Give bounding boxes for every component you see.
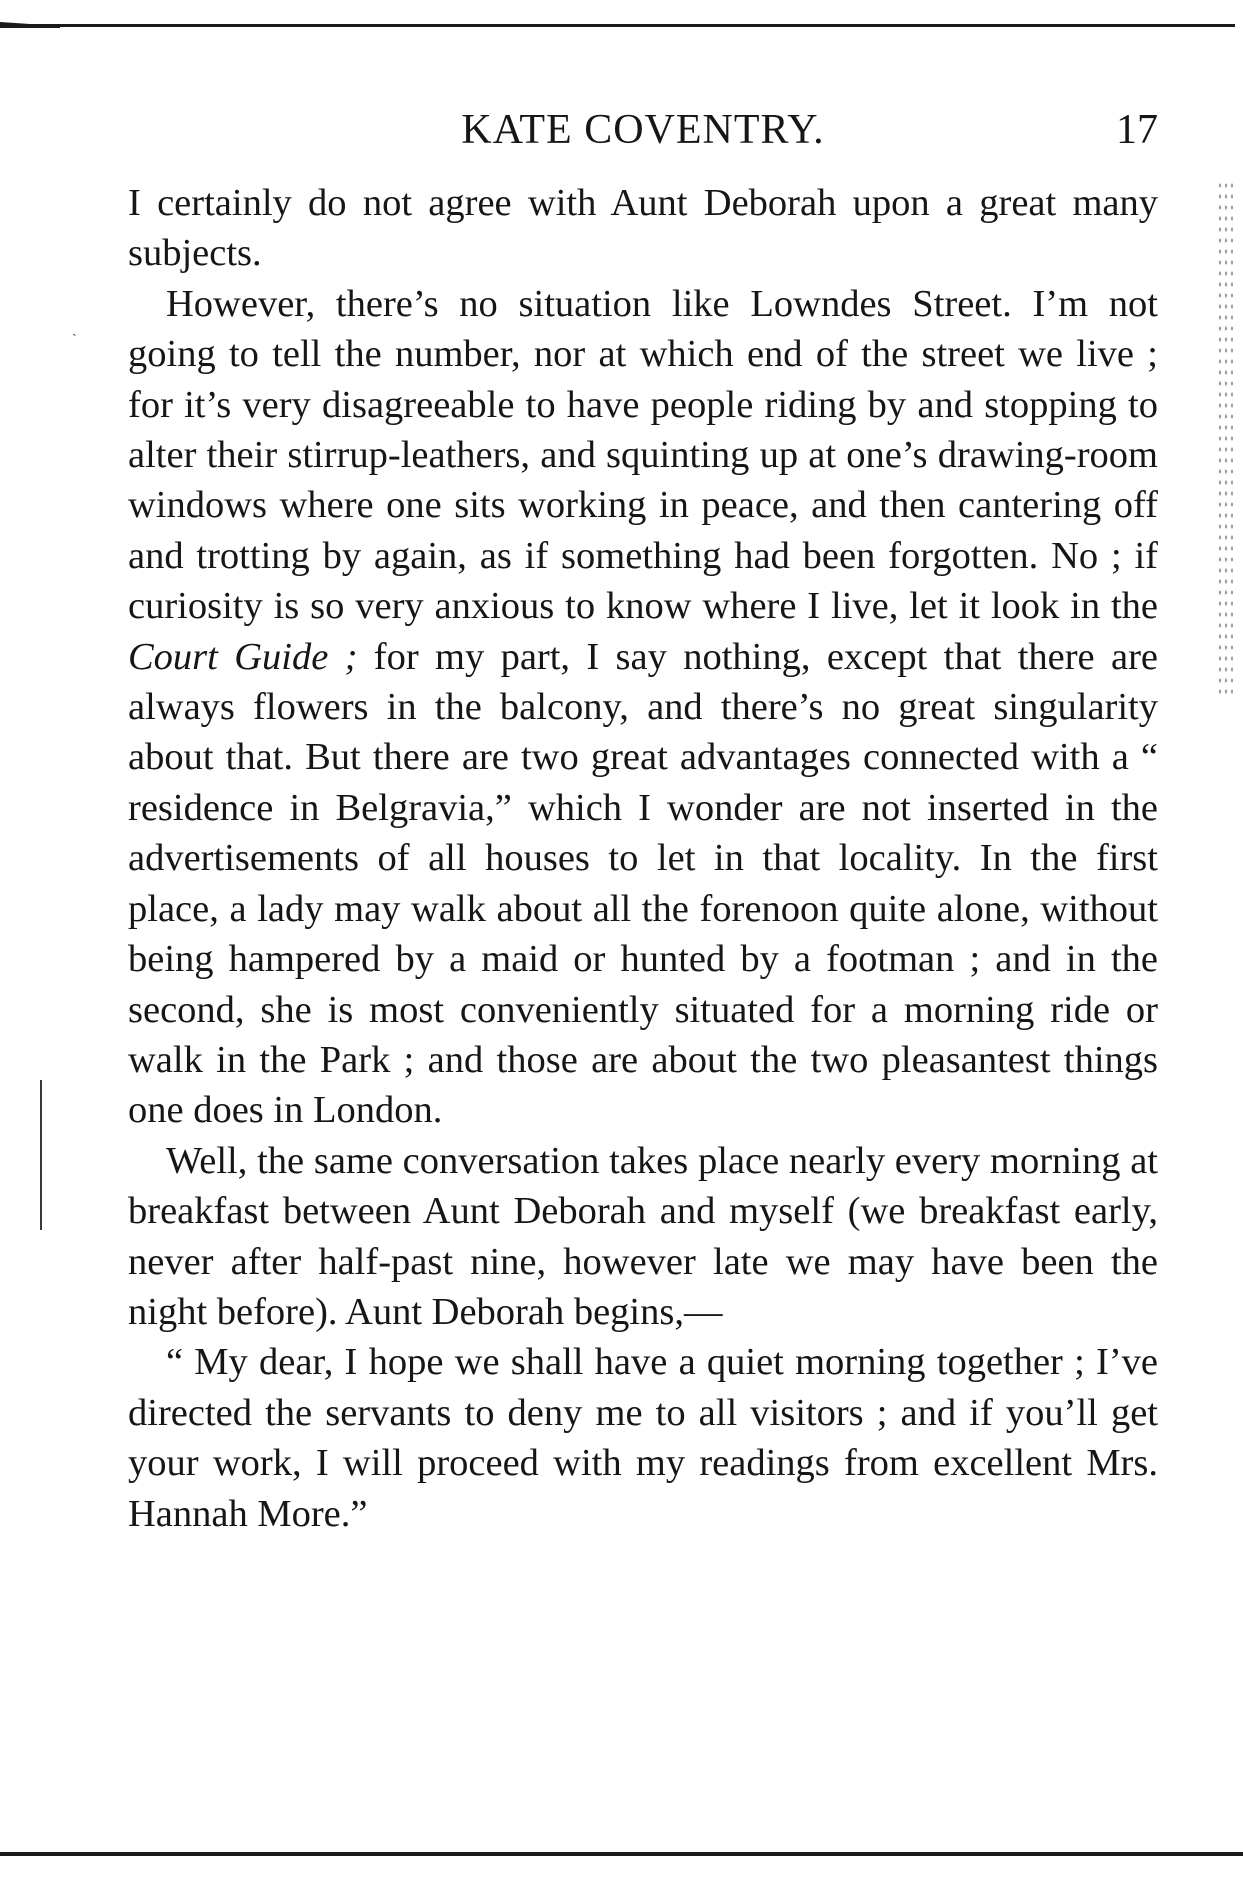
text-run: for my part, I say nothing, except that there are always flowers in the balcony, and there’s no great singularity about that. But there are two great advantages connected with a “ residence in Belgravia,” which I wonder are not inserted in the advertisements of all houses to let in that locality. In the first place, a lady may walk about all the forenoon quite alone, without being hampered by a maid or hunted by a footman ; and in the second, she is most conveniently situated for a morning ride or walk in the Park ; and those are about the two pleasantest things one does in London. [128,635,1158,1132]
paragraph [128,178,1158,279]
text-run: Well, the same conversation takes place nearly every morning at breakfast between Aunt Deborah and myself (we breakfast early, never after half-past nine, however late we may have been the night before). Aunt Deborah begins,— [128,1139,1158,1333]
italic-title-court-guide: Court Guide ; [128,635,358,678]
text-run: “ My dear, I hope we shall have a quiet morning together ; I’ve directed the servants to deny me to all visitors ; and if you’ll get your work, I will proceed with my readings from excellent Mrs. Hannah More.” [128,1341,1158,1535]
paragraph [128,1337,1158,1539]
text-run: However, there’s no situation like Lowndes Street. I’m not going to tell the number, nor at which end of the street we live ; for it’s very disagreeable to have people riding by and stopping to alter their stirrup-leathers, and squinting up at one’s drawing-room windows where one sits working in peace, and then cantering off and trotting by again, as if something had been forgotten. No ; if curiosity is so very anxious to know where I live, let it look in the [128,282,1158,628]
top-rule [0,24,1235,27]
text-run: I certainly do not agree with Aunt Deborah upon a great many subjects. [128,182,1158,275]
margin-tick-mark: ˎ [72,322,77,337]
body-text [128,178,1158,1539]
running-title: KATE COVENTRY. [461,107,825,153]
page-number: 17 [1116,107,1158,153]
page-header [128,100,1158,160]
margin-line-mark [40,1080,42,1230]
bottom-rule [0,1852,1243,1856]
paragraph [128,1136,1158,1338]
page-edge-specks [1217,180,1233,700]
paragraph [128,279,1158,1136]
